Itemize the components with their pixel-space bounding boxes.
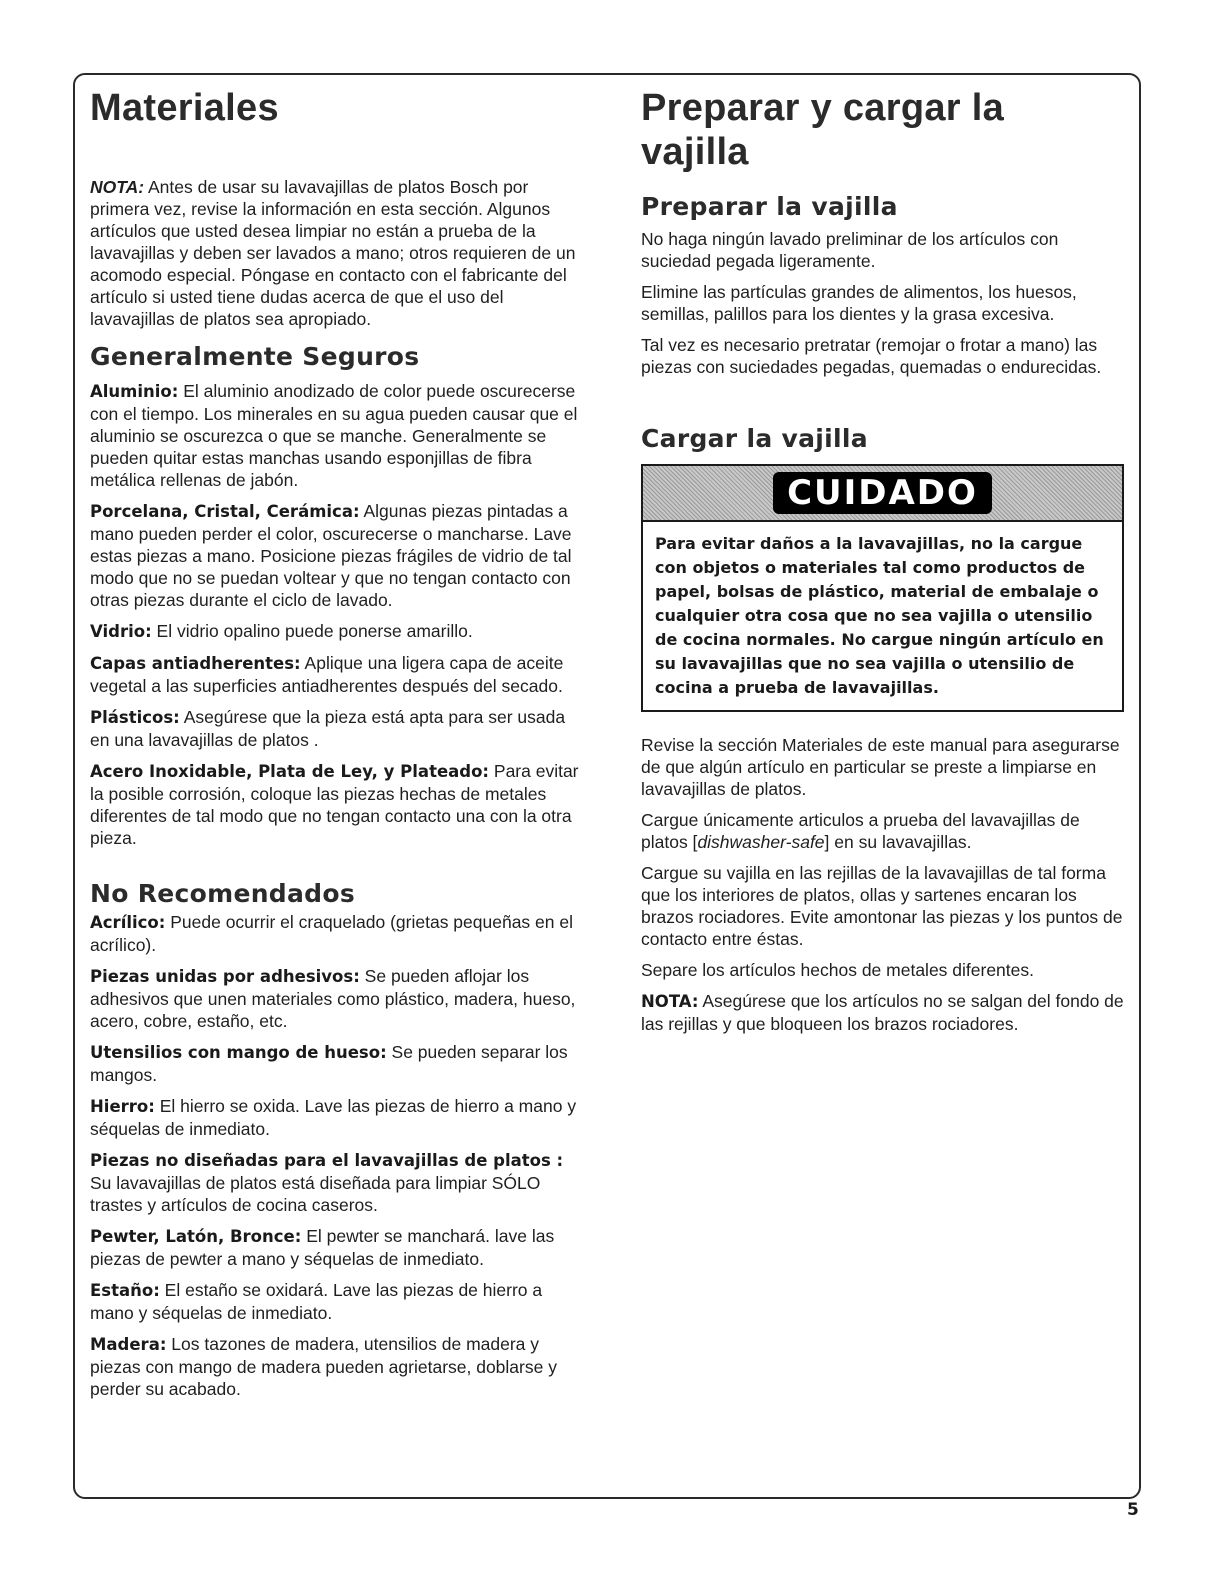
caution-text: Para evitar daños a la lavavajillas, no la cargue con objetos o materiales tal como productos de papel, bolsas de plástico, material de embalaje o cualquier otra cosa que no sea vajilla o utensilio de cocina normales. No cargue ningún artículo en su lavavajillas que no sea vajilla o utensilio de cocina a prueba de lavavajillas. — [655, 534, 1104, 697]
prep-heading: Preparar la vajilla — [641, 192, 898, 221]
item-label: Utensilios con mango de hueso: — [90, 1043, 387, 1062]
safe-item-plasticos — [90, 706, 580, 751]
safe-item-porcelana — [90, 500, 580, 611]
materials-column — [90, 78, 580, 1409]
item-text: Puede ocurrir el craquelado (grietas pequeñas en el acrílico). — [90, 912, 573, 955]
not-item-no-disenadas — [90, 1149, 580, 1216]
item-text: Se pueden aflojar los adhesivos que unen materiales como plástico, madera, hueso, acero, cobre, estaño, etc. — [90, 966, 576, 1031]
italic-term: dishwasher-safe — [697, 832, 825, 852]
caution-box — [641, 464, 1124, 712]
materials-title: Materiales — [90, 87, 279, 129]
item-text: Los tazones de madera, utensilios de madera y piezas con mango de madera pueden agrietarse, doblarse y perder su acabado. — [90, 1334, 557, 1399]
item-text: El estaño se oxidará. Lave las piezas de hierro a mano y séquelas de inmediato. — [90, 1280, 543, 1323]
safe-item-capas — [90, 652, 580, 697]
item-text: Su lavavajillas de platos está diseñada para limpiar SÓLO trastes y artículos de cocina caseros. — [90, 1173, 541, 1215]
title-line-1: Preparar y cargar la — [641, 87, 1005, 129]
item-label: Piezas unidas por adhesivos: — [90, 967, 360, 986]
item-text: Algunas piezas pintadas a mano pueden perder el color, oscurecerse o mancharse. Lave estas piezas a mano. Posicione piezas frágiles de vidrio de tal modo que no se puedan voltear y que no tengan contacto con otras piezas durante el ciclo de lavado. — [90, 501, 572, 610]
text-segment: Cargue únicamente articulos a prueba del lavavajillas de platos [ — [641, 810, 1080, 852]
not-item-adhesivos — [90, 965, 580, 1032]
not-item-hierro — [90, 1095, 580, 1140]
not-recommended-heading: No Recomendados — [90, 879, 356, 908]
safe-item-acero — [90, 760, 580, 849]
item-text: Aplique una ligera capa de aceite vegetal a las superficies antiadherentes después del secado. — [90, 653, 564, 696]
note-text: Antes de usar su lavavajillas de platos Bosch por primera vez, revise la información en esta sección. Algunos artículos que usted desea limpiar no están a prueba de la lavavajillas y deben ser lavados a mano; otros requieren de un acomodo especial. Póngase en contacto con el fabricante del artículo si usted tiene dudas acerca de que el uso del lavavajillas de platos sea apropiado. — [90, 177, 576, 329]
item-text: Se pueden separar los mangos. — [90, 1042, 568, 1085]
item-label: Piezas no diseñadas para el lavavajillas de platos : — [90, 1151, 564, 1170]
safe-item-vidrio — [90, 620, 580, 643]
loading-column — [641, 78, 1126, 1044]
not-item-estano — [90, 1279, 580, 1324]
not-item-pewter — [90, 1225, 580, 1270]
caution-header — [643, 466, 1122, 522]
caution-title: CUIDADO — [773, 472, 992, 514]
item-label: Plásticos: — [90, 708, 180, 727]
item-label: Acero Inoxidable, Plata de Ley, y Plateado: — [90, 762, 490, 781]
load-paragraph: Separe los artículos hechos de metales diferentes. — [641, 960, 1034, 980]
safe-item-aluminio — [90, 380, 580, 491]
item-label: Aluminio: — [90, 382, 179, 401]
item-label: Acrílico: — [90, 913, 166, 932]
prep-paragraph: No haga ningún lavado preliminar de los artículos con suciedad pegada ligeramente. — [641, 229, 1059, 271]
title-line-2: vajilla — [641, 131, 749, 173]
load-paragraph-dishwasher-safe — [641, 809, 1126, 853]
item-text: El aluminio anodizado de color puede oscurecerse con el tiempo. Los minerales en su agua pueden causar que el aluminio se oscurezca o que se manche. Generalmente se pueden quitar estas manchas usando esponjillas de fibra metálica rellenas de jabón. — [90, 381, 578, 490]
item-label: Porcelana, Cristal, Cerámica: — [90, 502, 360, 521]
item-label: Pewter, Latón, Bronce: — [90, 1227, 302, 1246]
safe-heading: Generalmente Seguros — [90, 342, 420, 371]
item-text: El pewter se manchará. lave las piezas de pewter a mano y séquelas de inmediato. — [90, 1226, 555, 1269]
item-label: Hierro: — [90, 1097, 155, 1116]
load-paragraph: Revise la sección Materiales de este manual para asegurarse de que algún artículo en particular se preste a limpiarse en lavavajillas de platos. — [641, 735, 1120, 799]
item-text: Para evitar la posible corrosión, coloque las piezas hechas de metales diferentes de tal modo que no tengan contacto una con la otra pieza. — [90, 761, 579, 848]
prep-paragraph: Elimine las partículas grandes de alimentos, los huesos, semillas, palillos para los dientes y la grasa excesiva. — [641, 282, 1077, 324]
item-label: Estaño: — [90, 1281, 160, 1300]
item-text: El hierro se oxida. Lave las piezas de hierro a mano y séquelas de inmediato. — [90, 1096, 577, 1139]
load-note — [641, 990, 1126, 1035]
note-text: Asegúrese que los artículos no se salgan del fondo de las rejillas y que bloqueen los brazos rociadores. — [641, 991, 1124, 1034]
text-segment: ] en su lavavajillas. — [824, 832, 972, 852]
page-number: 5 — [1127, 1500, 1139, 1520]
load-heading: Cargar la vajilla — [641, 424, 868, 453]
not-item-acrilico — [90, 911, 580, 956]
item-text: El vidrio opalino puede ponerse amarillo. — [151, 621, 473, 641]
item-label: Capas antiadherentes: — [90, 654, 301, 673]
note-label: NOTA: — [90, 177, 145, 197]
note-label: NOTA: — [641, 992, 699, 1011]
prep-paragraph: Tal vez es necesario pretratar (remojar o frotar a mano) las piezas con suciedades pegadas, quemadas o endurecidas. — [641, 335, 1102, 377]
item-label: Madera: — [90, 1335, 167, 1354]
load-paragraph: Cargue su vajilla en las rejillas de la lavavajillas de tal forma que los interiores de platos, ollas y sartenes encaran los brazos rociadores. Evite amontonar las piezas y los puntos de contacto entre éstas. — [641, 863, 1123, 949]
loading-title — [641, 86, 1126, 174]
not-item-hueso — [90, 1041, 580, 1086]
item-text: Asegúrese que la pieza está apta para ser usada en una lavavajillas de platos . — [90, 707, 566, 750]
item-label: Vidrio: — [90, 622, 152, 641]
materials-note — [90, 176, 580, 330]
not-item-madera — [90, 1333, 580, 1400]
